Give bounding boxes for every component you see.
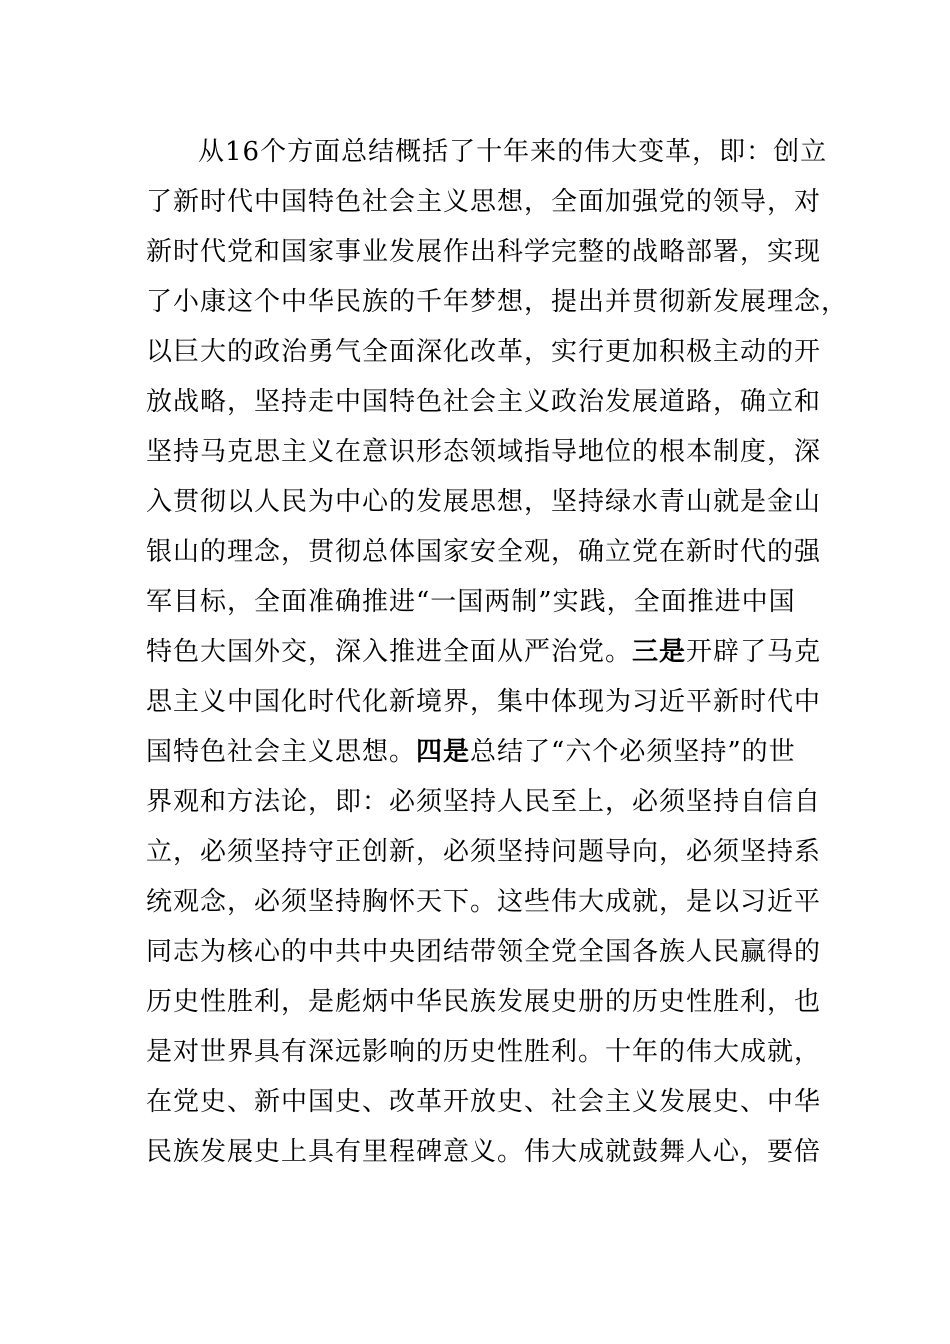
text-line: 军目标，全面准确推进“一国两制”实践，全面推进中国 bbox=[146, 587, 796, 617]
text-line: 统观念，必须坚持胸怀天下。这些伟大成就，是以习近平 bbox=[146, 887, 822, 917]
text-line: 坚持马克思主义在意识形态领域指导地位的根本制度，深 bbox=[146, 437, 822, 467]
text-line: 在党史、新中国史、改革开放史、社会主义发展史、中华 bbox=[146, 1087, 822, 1117]
text-line: 以巨大的政治勇气全面深化改革，实行更加积极主动的开 bbox=[146, 337, 822, 367]
text-line: 界观和方法论，即：必须坚持人民至上，必须坚持自信自 bbox=[146, 787, 822, 817]
text-line: 思主义中国化时代化新境界，集中体现为习近平新时代中 bbox=[146, 687, 822, 717]
text-line: 了新时代中国特色社会主义思想，全面加强党的领导，对 bbox=[146, 187, 822, 217]
text-line bbox=[146, 727, 806, 777]
text-line: 银山的理念，贯彻总体国家安全观，确立党在新时代的强 bbox=[146, 537, 822, 567]
text-line: 历史性胜利，是彪炳中华民族发展史册的历史性胜利，也 bbox=[146, 987, 822, 1017]
text-line: 从16个方面总结概括了十年来的伟大变革，即：创立 bbox=[198, 137, 828, 167]
text-segment: 总结了“六个必须坚持”的世 bbox=[470, 737, 796, 767]
text-line: 了小康这个中华民族的千年梦想，提出并贯彻新发展理念， bbox=[146, 287, 849, 317]
text-segment: 特色大国外交，深入推进全面从严治党。 bbox=[146, 637, 633, 667]
text-segment: 开辟了马克 bbox=[686, 637, 822, 667]
text-segment: 国特色社会主义思想。 bbox=[146, 737, 417, 767]
body-paragraph bbox=[146, 127, 849, 1177]
text-line: 入贯彻以人民为中心的发展思想，坚持绿水青山就是金山 bbox=[146, 487, 822, 517]
text-line: 是对世界具有深远影响的历史性胜利。十年的伟大成就， bbox=[146, 1037, 822, 1067]
text-line: 放战略，坚持走中国特色社会主义政治发展道路，确立和 bbox=[146, 387, 822, 417]
text-line: 立，必须坚持守正创新，必须坚持问题导向，必须坚持系 bbox=[146, 837, 822, 867]
emphasis-san-shi: 三是 bbox=[632, 637, 687, 667]
text-line bbox=[146, 627, 822, 677]
text-line: 同志为核心的中共中央团结带领全党全国各族人民赢得的 bbox=[146, 937, 822, 967]
emphasis-si-shi: 四是 bbox=[416, 737, 471, 767]
text-line: 民族发展史上具有里程碑意义。伟大成就鼓舞人心，要倍 bbox=[146, 1137, 822, 1167]
text-line: 新时代党和国家事业发展作出科学完整的战略部署，实现 bbox=[146, 237, 822, 267]
